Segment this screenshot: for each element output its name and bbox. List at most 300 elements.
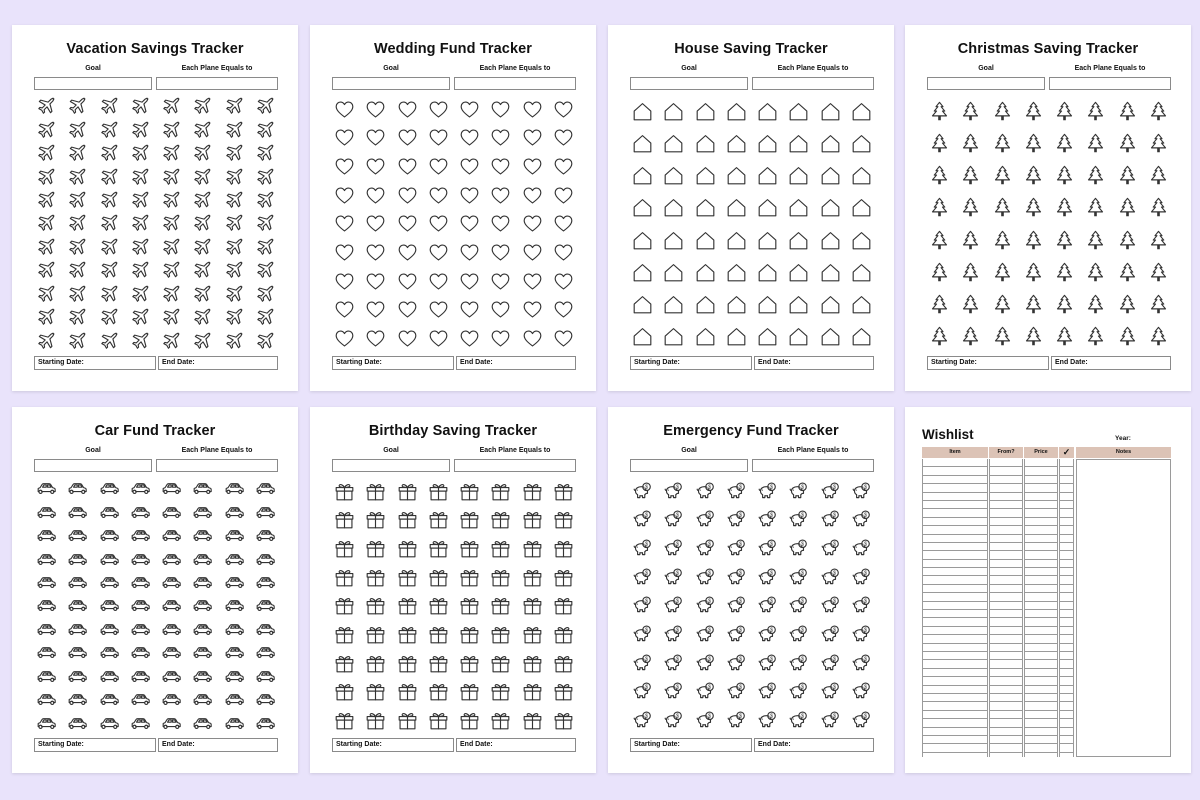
car-icon[interactable] (62, 524, 93, 547)
piggy-bank-icon[interactable] (783, 592, 814, 621)
table-cell[interactable] (923, 576, 987, 584)
gift-icon[interactable] (423, 506, 454, 535)
piggy-bank-icon[interactable] (846, 620, 877, 649)
item-column[interactable] (922, 459, 988, 757)
starting-date-field[interactable] (927, 356, 1049, 370)
heart-icon[interactable] (517, 95, 548, 124)
plane-icon[interactable] (156, 306, 187, 329)
table-cell[interactable] (923, 669, 987, 677)
piggy-bank-icon[interactable] (627, 620, 658, 649)
car-icon[interactable] (125, 618, 156, 641)
gift-icon[interactable] (454, 620, 485, 649)
plane-icon[interactable] (94, 330, 125, 353)
heart-icon[interactable] (360, 267, 391, 296)
table-cell[interactable] (1060, 660, 1073, 668)
table-cell[interactable] (923, 551, 987, 559)
car-icon[interactable] (250, 477, 281, 500)
table-cell[interactable] (1025, 652, 1057, 660)
plane-icon[interactable] (219, 283, 250, 306)
house-icon[interactable] (783, 289, 814, 321)
car-icon[interactable] (31, 712, 62, 735)
table-cell[interactable] (1060, 686, 1073, 694)
christmas-tree-icon[interactable] (1080, 95, 1111, 127)
gift-icon[interactable] (517, 506, 548, 535)
piggy-bank-icon[interactable] (752, 563, 783, 592)
gift-icon[interactable] (423, 620, 454, 649)
house-icon[interactable] (846, 192, 877, 224)
plane-icon[interactable] (62, 259, 93, 282)
starting-date-field[interactable] (332, 356, 454, 370)
house-icon[interactable] (815, 256, 846, 288)
piggy-bank-icon[interactable] (846, 706, 877, 735)
table-cell[interactable] (990, 526, 1022, 534)
table-cell[interactable] (1060, 644, 1073, 652)
piggy-bank-icon[interactable] (658, 620, 689, 649)
car-icon[interactable] (62, 571, 93, 594)
table-cell[interactable] (1025, 551, 1057, 559)
piggy-bank-icon[interactable] (815, 477, 846, 506)
table-cell[interactable] (1060, 568, 1073, 576)
gift-icon[interactable] (485, 592, 516, 621)
house-icon[interactable] (846, 321, 877, 353)
plane-icon[interactable] (94, 236, 125, 259)
house-icon[interactable] (658, 192, 689, 224)
christmas-tree-icon[interactable] (1112, 127, 1143, 159)
house-icon[interactable] (721, 256, 752, 288)
plane-icon[interactable] (31, 165, 62, 188)
heart-icon[interactable] (454, 324, 485, 353)
christmas-tree-icon[interactable] (1049, 321, 1080, 353)
table-cell[interactable] (923, 635, 987, 643)
piggy-bank-icon[interactable] (721, 534, 752, 563)
plane-icon[interactable] (62, 283, 93, 306)
car-icon[interactable] (62, 641, 93, 664)
gift-icon[interactable] (423, 678, 454, 707)
table-cell[interactable] (923, 459, 987, 467)
christmas-tree-icon[interactable] (987, 160, 1018, 192)
plane-icon[interactable] (62, 306, 93, 329)
heart-icon[interactable] (454, 95, 485, 124)
table-cell[interactable] (990, 543, 1022, 551)
plane-icon[interactable] (125, 283, 156, 306)
christmas-tree-icon[interactable] (924, 289, 955, 321)
table-cell[interactable] (1025, 568, 1057, 576)
plane-icon[interactable] (125, 259, 156, 282)
table-cell[interactable] (990, 660, 1022, 668)
piggy-bank-icon[interactable] (815, 506, 846, 535)
house-icon[interactable] (783, 192, 814, 224)
car-icon[interactable] (125, 571, 156, 594)
christmas-tree-icon[interactable] (1112, 321, 1143, 353)
table-cell[interactable] (990, 467, 1022, 475)
plane-icon[interactable] (156, 212, 187, 235)
piggy-bank-icon[interactable] (690, 477, 721, 506)
house-icon[interactable] (815, 224, 846, 256)
table-cell[interactable] (990, 501, 1022, 509)
table-cell[interactable] (923, 694, 987, 702)
plane-icon[interactable] (187, 118, 218, 141)
christmas-tree-icon[interactable] (955, 95, 986, 127)
car-icon[interactable] (250, 594, 281, 617)
each-equals-field[interactable] (156, 459, 278, 472)
car-icon[interactable] (250, 500, 281, 523)
car-icon[interactable] (94, 571, 125, 594)
christmas-tree-icon[interactable] (987, 321, 1018, 353)
table-cell[interactable] (990, 535, 1022, 543)
plane-icon[interactable] (250, 165, 281, 188)
house-icon[interactable] (658, 289, 689, 321)
plane-icon[interactable] (250, 236, 281, 259)
plane-icon[interactable] (31, 212, 62, 235)
piggy-bank-icon[interactable] (846, 534, 877, 563)
piggy-bank-icon[interactable] (752, 592, 783, 621)
table-cell[interactable] (1060, 585, 1073, 593)
car-icon[interactable] (62, 477, 93, 500)
gift-icon[interactable] (485, 534, 516, 563)
piggy-bank-icon[interactable] (658, 678, 689, 707)
heart-icon[interactable] (485, 238, 516, 267)
christmas-tree-icon[interactable] (1049, 127, 1080, 159)
car-icon[interactable] (219, 665, 250, 688)
house-icon[interactable] (815, 321, 846, 353)
heart-icon[interactable] (392, 324, 423, 353)
car-icon[interactable] (94, 665, 125, 688)
house-icon[interactable] (815, 192, 846, 224)
christmas-tree-icon[interactable] (1018, 127, 1049, 159)
car-icon[interactable] (250, 665, 281, 688)
christmas-tree-icon[interactable] (955, 160, 986, 192)
plane-icon[interactable] (187, 306, 218, 329)
piggy-bank-icon[interactable] (846, 649, 877, 678)
car-icon[interactable] (94, 524, 125, 547)
table-cell[interactable] (1025, 593, 1057, 601)
car-icon[interactable] (125, 547, 156, 570)
car-icon[interactable] (31, 665, 62, 688)
gift-icon[interactable] (329, 477, 360, 506)
gift-icon[interactable] (517, 592, 548, 621)
house-icon[interactable] (658, 321, 689, 353)
house-icon[interactable] (721, 192, 752, 224)
plane-icon[interactable] (125, 118, 156, 141)
piggy-bank-icon[interactable] (783, 477, 814, 506)
piggy-bank-icon[interactable] (627, 563, 658, 592)
christmas-tree-icon[interactable] (1018, 160, 1049, 192)
gift-icon[interactable] (392, 563, 423, 592)
plane-icon[interactable] (62, 236, 93, 259)
house-icon[interactable] (752, 127, 783, 159)
piggy-bank-icon[interactable] (690, 678, 721, 707)
table-cell[interactable] (1060, 560, 1073, 568)
christmas-tree-icon[interactable] (924, 127, 955, 159)
house-icon[interactable] (690, 289, 721, 321)
heart-icon[interactable] (392, 238, 423, 267)
house-icon[interactable] (658, 160, 689, 192)
table-cell[interactable] (1060, 728, 1073, 736)
plane-icon[interactable] (31, 306, 62, 329)
starting-date-field[interactable] (34, 738, 156, 752)
table-cell[interactable] (1060, 593, 1073, 601)
gift-icon[interactable] (423, 592, 454, 621)
table-cell[interactable] (923, 627, 987, 635)
heart-icon[interactable] (423, 210, 454, 239)
heart-icon[interactable] (329, 152, 360, 181)
piggy-bank-icon[interactable] (783, 563, 814, 592)
piggy-bank-icon[interactable] (690, 534, 721, 563)
plane-icon[interactable] (219, 306, 250, 329)
piggy-bank-icon[interactable] (721, 563, 752, 592)
plane-icon[interactable] (31, 283, 62, 306)
gift-icon[interactable] (485, 649, 516, 678)
house-icon[interactable] (815, 95, 846, 127)
table-cell[interactable] (1060, 627, 1073, 635)
heart-icon[interactable] (329, 296, 360, 325)
heart-icon[interactable] (517, 152, 548, 181)
table-cell[interactable] (1060, 652, 1073, 660)
plane-icon[interactable] (125, 330, 156, 353)
gift-icon[interactable] (360, 649, 391, 678)
plane-icon[interactable] (94, 259, 125, 282)
christmas-tree-icon[interactable] (1080, 321, 1111, 353)
table-cell[interactable] (1025, 610, 1057, 618)
table-cell[interactable] (1060, 467, 1073, 475)
car-icon[interactable] (62, 665, 93, 688)
car-icon[interactable] (31, 688, 62, 711)
plane-icon[interactable] (94, 212, 125, 235)
table-cell[interactable] (1025, 677, 1057, 685)
car-icon[interactable] (94, 712, 125, 735)
house-icon[interactable] (690, 224, 721, 256)
christmas-tree-icon[interactable] (987, 127, 1018, 159)
goal-field[interactable] (630, 77, 748, 90)
table-cell[interactable] (923, 501, 987, 509)
house-icon[interactable] (627, 321, 658, 353)
table-cell[interactable] (990, 518, 1022, 526)
gift-icon[interactable] (392, 592, 423, 621)
christmas-tree-icon[interactable] (1049, 160, 1080, 192)
christmas-tree-icon[interactable] (955, 127, 986, 159)
christmas-tree-icon[interactable] (1018, 224, 1049, 256)
christmas-tree-icon[interactable] (987, 224, 1018, 256)
plane-icon[interactable] (31, 259, 62, 282)
table-cell[interactable] (990, 509, 1022, 517)
christmas-tree-icon[interactable] (1080, 127, 1111, 159)
house-icon[interactable] (815, 289, 846, 321)
table-cell[interactable] (990, 677, 1022, 685)
table-cell[interactable] (923, 736, 987, 744)
heart-icon[interactable] (548, 124, 579, 153)
piggy-bank-icon[interactable] (658, 706, 689, 735)
car-icon[interactable] (219, 641, 250, 664)
gift-icon[interactable] (360, 620, 391, 649)
gift-icon[interactable] (392, 706, 423, 735)
piggy-bank-icon[interactable] (627, 706, 658, 735)
table-cell[interactable] (1025, 660, 1057, 668)
christmas-tree-icon[interactable] (1018, 95, 1049, 127)
car-icon[interactable] (156, 594, 187, 617)
table-cell[interactable] (1025, 635, 1057, 643)
car-icon[interactable] (250, 618, 281, 641)
gift-icon[interactable] (454, 649, 485, 678)
car-icon[interactable] (250, 712, 281, 735)
heart-icon[interactable] (392, 210, 423, 239)
gift-icon[interactable] (454, 506, 485, 535)
table-cell[interactable] (1025, 459, 1057, 467)
table-cell[interactable] (1025, 711, 1057, 719)
plane-icon[interactable] (94, 189, 125, 212)
plane-icon[interactable] (62, 189, 93, 212)
piggy-bank-icon[interactable] (690, 506, 721, 535)
plane-icon[interactable] (219, 95, 250, 118)
house-icon[interactable] (690, 256, 721, 288)
plane-icon[interactable] (219, 189, 250, 212)
table-cell[interactable] (1025, 602, 1057, 610)
heart-icon[interactable] (423, 267, 454, 296)
piggy-bank-icon[interactable] (846, 477, 877, 506)
gift-icon[interactable] (360, 563, 391, 592)
table-cell[interactable] (1060, 669, 1073, 677)
heart-icon[interactable] (517, 324, 548, 353)
heart-icon[interactable] (360, 238, 391, 267)
table-cell[interactable] (1025, 669, 1057, 677)
house-icon[interactable] (721, 289, 752, 321)
plane-icon[interactable] (62, 118, 93, 141)
heart-icon[interactable] (485, 267, 516, 296)
piggy-bank-icon[interactable] (721, 506, 752, 535)
piggy-bank-icon[interactable] (658, 506, 689, 535)
christmas-tree-icon[interactable] (924, 224, 955, 256)
heart-icon[interactable] (548, 152, 579, 181)
plane-icon[interactable] (250, 306, 281, 329)
plane-icon[interactable] (31, 330, 62, 353)
gift-icon[interactable] (423, 477, 454, 506)
piggy-bank-icon[interactable] (783, 706, 814, 735)
plane-icon[interactable] (219, 259, 250, 282)
house-icon[interactable] (721, 224, 752, 256)
christmas-tree-icon[interactable] (1112, 289, 1143, 321)
piggy-bank-icon[interactable] (752, 506, 783, 535)
car-icon[interactable] (187, 524, 218, 547)
table-cell[interactable] (1060, 702, 1073, 710)
gift-icon[interactable] (454, 563, 485, 592)
heart-icon[interactable] (548, 267, 579, 296)
car-icon[interactable] (125, 477, 156, 500)
table-cell[interactable] (990, 669, 1022, 677)
car-icon[interactable] (62, 688, 93, 711)
each-equals-field[interactable] (156, 77, 278, 90)
table-cell[interactable] (1025, 618, 1057, 626)
car-icon[interactable] (62, 547, 93, 570)
house-icon[interactable] (721, 160, 752, 192)
goal-field[interactable] (927, 77, 1045, 90)
house-icon[interactable] (846, 256, 877, 288)
plane-icon[interactable] (250, 142, 281, 165)
gift-icon[interactable] (329, 620, 360, 649)
house-icon[interactable] (627, 160, 658, 192)
table-cell[interactable] (923, 467, 987, 475)
house-icon[interactable] (846, 160, 877, 192)
heart-icon[interactable] (360, 95, 391, 124)
plane-icon[interactable] (62, 212, 93, 235)
goal-field[interactable] (630, 459, 748, 472)
house-icon[interactable] (752, 321, 783, 353)
house-icon[interactable] (627, 289, 658, 321)
each-equals-field[interactable] (1049, 77, 1171, 90)
house-icon[interactable] (721, 127, 752, 159)
plane-icon[interactable] (187, 212, 218, 235)
table-cell[interactable] (990, 610, 1022, 618)
plane-icon[interactable] (156, 165, 187, 188)
plane-icon[interactable] (94, 142, 125, 165)
table-cell[interactable] (1025, 576, 1057, 584)
table-cell[interactable] (990, 568, 1022, 576)
plane-icon[interactable] (125, 95, 156, 118)
house-icon[interactable] (627, 127, 658, 159)
plane-icon[interactable] (187, 236, 218, 259)
table-cell[interactable] (923, 728, 987, 736)
piggy-bank-icon[interactable] (627, 592, 658, 621)
heart-icon[interactable] (360, 210, 391, 239)
christmas-tree-icon[interactable] (1018, 289, 1049, 321)
car-icon[interactable] (62, 712, 93, 735)
heart-icon[interactable] (517, 296, 548, 325)
house-icon[interactable] (690, 192, 721, 224)
car-icon[interactable] (94, 688, 125, 711)
christmas-tree-icon[interactable] (1112, 160, 1143, 192)
from-column[interactable] (989, 459, 1023, 757)
plane-icon[interactable] (187, 95, 218, 118)
gift-icon[interactable] (423, 534, 454, 563)
plane-icon[interactable] (31, 118, 62, 141)
table-cell[interactable] (923, 677, 987, 685)
gift-icon[interactable] (392, 477, 423, 506)
goal-field[interactable] (332, 77, 450, 90)
plane-icon[interactable] (219, 142, 250, 165)
christmas-tree-icon[interactable] (1143, 192, 1174, 224)
car-icon[interactable] (187, 571, 218, 594)
christmas-tree-icon[interactable] (987, 256, 1018, 288)
piggy-bank-icon[interactable] (752, 706, 783, 735)
piggy-bank-icon[interactable] (815, 563, 846, 592)
table-cell[interactable] (923, 484, 987, 492)
table-cell[interactable] (1060, 610, 1073, 618)
heart-icon[interactable] (485, 296, 516, 325)
end-date-field[interactable] (456, 738, 576, 752)
christmas-tree-icon[interactable] (1049, 192, 1080, 224)
car-icon[interactable] (94, 500, 125, 523)
plane-icon[interactable] (250, 212, 281, 235)
table-cell[interactable] (923, 644, 987, 652)
car-icon[interactable] (156, 500, 187, 523)
gift-icon[interactable] (485, 620, 516, 649)
car-icon[interactable] (156, 688, 187, 711)
table-cell[interactable] (1025, 560, 1057, 568)
house-icon[interactable] (721, 321, 752, 353)
house-icon[interactable] (815, 127, 846, 159)
heart-icon[interactable] (485, 210, 516, 239)
christmas-tree-icon[interactable] (987, 95, 1018, 127)
gift-icon[interactable] (454, 592, 485, 621)
table-cell[interactable] (990, 551, 1022, 559)
end-date-field[interactable] (754, 738, 874, 752)
car-icon[interactable] (31, 618, 62, 641)
car-icon[interactable] (250, 524, 281, 547)
table-cell[interactable] (923, 543, 987, 551)
table-cell[interactable] (990, 652, 1022, 660)
house-icon[interactable] (783, 127, 814, 159)
heart-icon[interactable] (454, 238, 485, 267)
table-cell[interactable] (1060, 576, 1073, 584)
christmas-tree-icon[interactable] (1112, 192, 1143, 224)
